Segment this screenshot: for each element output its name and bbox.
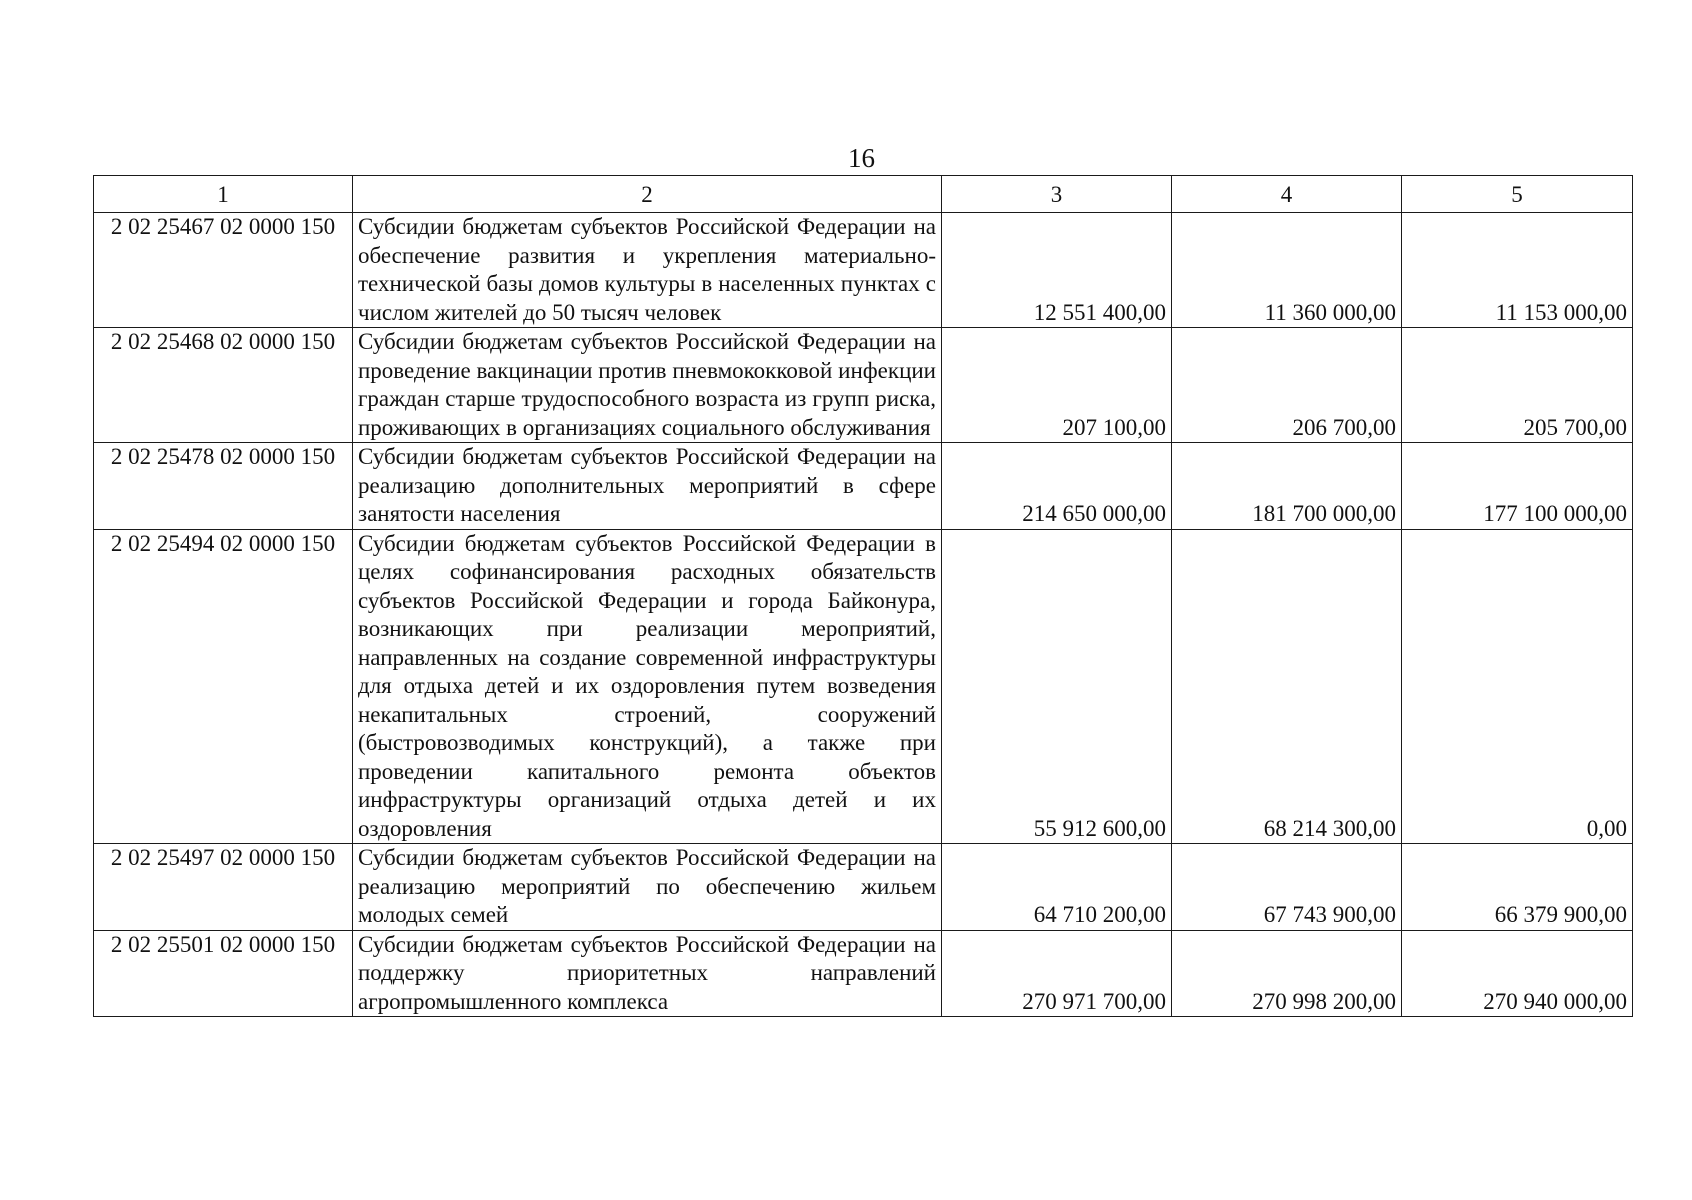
- table-row: [94, 443, 1633, 530]
- description: Субсидии бюджетам субъектов Российской Федерации на поддержку приоритетных направлений агропромышленного комплекса: [353, 930, 942, 1017]
- description: Субсидии бюджетам субъектов Российской Федерации на проведение вакцинации против пневмококковой инфекции граждан старше трудоспособного возраста из групп риска, проживающих в организациях социального обслуживания: [353, 328, 942, 443]
- table-row: [94, 328, 1633, 443]
- amount-col3: 214 650 000,00: [942, 443, 1172, 530]
- column-header-3: 3: [942, 176, 1172, 213]
- description: Субсидии бюджетам субъектов Российской Федерации на обеспечение развития и укрепления материально-технической базы домов культуры в населенных пунктах с числом жителей до 50 тысяч человек: [353, 213, 942, 328]
- amount-col3: 12 551 400,00: [942, 213, 1172, 328]
- description: Субсидии бюджетам субъектов Российской Федерации на реализацию мероприятий по обеспечению жильем молодых семей: [353, 844, 942, 931]
- amount-col5: 11 153 000,00: [1402, 213, 1633, 328]
- amount-col4: 181 700 000,00: [1172, 443, 1402, 530]
- header-row: [94, 176, 1633, 213]
- budget-code: 2 02 25501 02 0000 150: [94, 930, 353, 1017]
- budget-code: 2 02 25478 02 0000 150: [94, 443, 353, 530]
- table-row: [94, 930, 1633, 1017]
- amount-col4: 11 360 000,00: [1172, 213, 1402, 328]
- page-number: 16: [848, 143, 875, 173]
- amount-col5: 205 700,00: [1402, 328, 1633, 443]
- column-header-1: 1: [94, 176, 353, 213]
- amount-col3: 207 100,00: [942, 328, 1172, 443]
- table-row: [94, 844, 1633, 931]
- amount-col4: 67 743 900,00: [1172, 844, 1402, 931]
- budget-code: 2 02 25468 02 0000 150: [94, 328, 353, 443]
- description: Субсидии бюджетам субъектов Российской Федерации в целях софинансирования расходных обязательств субъектов Российской Федерации и города Байконура, возникающих при реализации мероприятий, направленных на создание современной инфраструктуры для отдыха детей и их оздоровления путем возведения некапитальных строений, сооружений (быстровозводимых конструкций), а также при проведении капитального ремонта объектов инфраструктуры организаций отдыха детей и их оздоровления: [353, 529, 942, 844]
- amount-col5: 177 100 000,00: [1402, 443, 1633, 530]
- amount-col5: 0,00: [1402, 529, 1633, 844]
- amount-col4: 270 998 200,00: [1172, 930, 1402, 1017]
- amount-col5: 270 940 000,00: [1402, 930, 1633, 1017]
- column-header-4: 4: [1172, 176, 1402, 213]
- budget-code: 2 02 25467 02 0000 150: [94, 213, 353, 328]
- budget-code: 2 02 25497 02 0000 150: [94, 844, 353, 931]
- description: Субсидии бюджетам субъектов Российской Федерации на реализацию дополнительных мероприятий в сфере занятости населения: [353, 443, 942, 530]
- amount-col4: 68 214 300,00: [1172, 529, 1402, 844]
- budget-table: [93, 175, 1633, 1017]
- amount-col5: 66 379 900,00: [1402, 844, 1633, 931]
- column-header-5: 5: [1402, 176, 1633, 213]
- amount-col3: 64 710 200,00: [942, 844, 1172, 931]
- column-header-2: 2: [353, 176, 942, 213]
- table-row: [94, 213, 1633, 328]
- amount-col3: 270 971 700,00: [942, 930, 1172, 1017]
- table-row: [94, 529, 1633, 844]
- budget-code: 2 02 25494 02 0000 150: [94, 529, 353, 844]
- amount-col3: 55 912 600,00: [942, 529, 1172, 844]
- amount-col4: 206 700,00: [1172, 328, 1402, 443]
